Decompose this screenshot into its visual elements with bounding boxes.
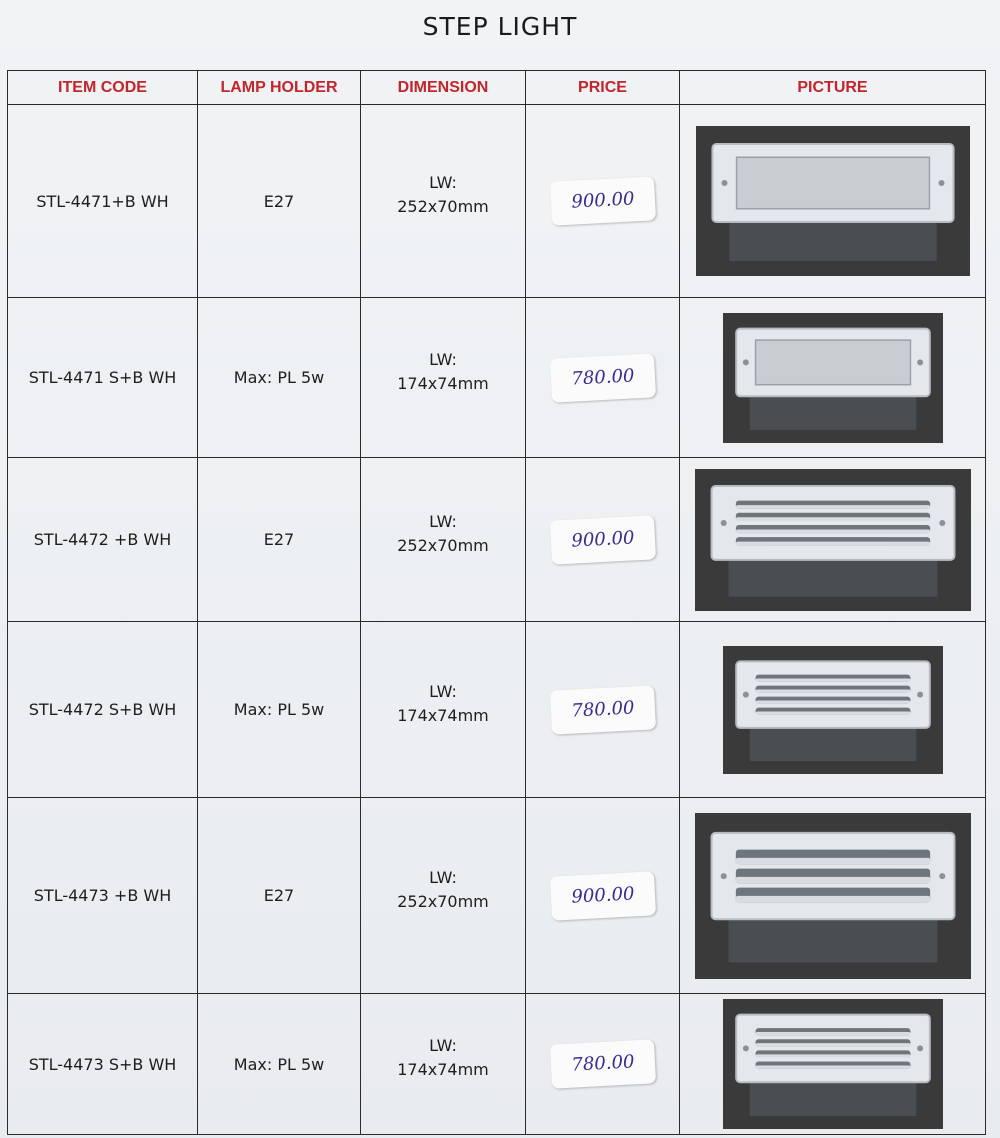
dimension-label: LW: xyxy=(429,867,457,887)
table-row xyxy=(8,622,986,798)
recessed-frosted-step-light-icon xyxy=(696,126,970,276)
header-item-code: ITEM CODE xyxy=(8,71,198,105)
price-tag: 900.00 xyxy=(549,176,655,225)
dimension-cell xyxy=(361,1034,525,1082)
dimension-label: LW: xyxy=(429,1036,457,1055)
louvered-step-light-small-icon xyxy=(723,999,943,1129)
header-dimension: DIMENSION xyxy=(361,71,526,105)
item-code-cell: STL-4473 S+B WH xyxy=(28,1054,177,1074)
header-price: PRICE xyxy=(526,71,680,105)
price-tag: 900.00 xyxy=(549,515,655,564)
table-row xyxy=(8,298,986,458)
price-table xyxy=(7,70,986,1135)
dimension-value: 252x70mm xyxy=(397,535,489,555)
product-photo xyxy=(680,646,985,774)
item-code-cell: STL-4471 S+B WH xyxy=(28,368,177,387)
lamp-holder-cell: Max: PL 5w xyxy=(233,368,325,387)
header-lamp-holder: LAMP HOLDER xyxy=(198,71,361,105)
dimension-value: 252x70mm xyxy=(397,197,489,216)
page-title: STEP LIGHT xyxy=(422,12,578,41)
price-tag: 780.00 xyxy=(549,353,655,402)
price-tag: 780.00 xyxy=(549,1039,655,1088)
dimension-cell xyxy=(361,510,525,558)
item-code-cell: STL-4471+B WH xyxy=(36,191,169,211)
table-row xyxy=(8,798,986,994)
price-tag: 780.00 xyxy=(549,685,655,734)
louvered-step-light-icon xyxy=(695,469,971,611)
dimension-value: 174x74mm xyxy=(397,373,489,393)
product-photo xyxy=(680,313,985,443)
three-louver-step-light-icon xyxy=(695,813,971,979)
lamp-holder-cell: Max: PL 5w xyxy=(233,700,325,719)
dimension-value: 174x74mm xyxy=(397,705,489,725)
dimension-cell xyxy=(361,680,525,728)
product-photo xyxy=(680,126,985,276)
lamp-holder-cell: E27 xyxy=(263,886,295,905)
dimension-cell xyxy=(361,171,525,219)
product-photo xyxy=(680,813,985,979)
louvered-step-light-small-icon xyxy=(723,646,943,774)
header-row xyxy=(8,71,986,105)
item-code-cell: STL-4472 S+B WH xyxy=(28,700,177,719)
item-code-cell: STL-4472 +B WH xyxy=(33,530,172,549)
product-photo xyxy=(680,469,985,611)
item-code-cell: STL-4473 +B WH xyxy=(33,886,172,905)
header-picture: PICTURE xyxy=(680,71,986,105)
table-row xyxy=(8,458,986,622)
dimension-cell xyxy=(361,348,525,396)
price-tag: 900.00 xyxy=(549,871,655,920)
lamp-holder-cell: E27 xyxy=(263,530,295,549)
dimension-label: LW: xyxy=(429,349,457,369)
dimension-cell xyxy=(361,866,525,914)
table-row xyxy=(8,994,986,1135)
dimension-label: LW: xyxy=(429,173,457,192)
table-row xyxy=(8,105,986,298)
recessed-frosted-step-light-small-icon xyxy=(723,313,943,443)
dimension-value: 174x74mm xyxy=(397,1060,489,1079)
dimension-label: LW: xyxy=(429,511,457,531)
dimension-value: 252x70mm xyxy=(397,891,489,911)
lamp-holder-cell: E27 xyxy=(263,191,295,211)
lamp-holder-cell: Max: PL 5w xyxy=(233,1054,325,1074)
product-photo xyxy=(680,999,985,1129)
dimension-label: LW: xyxy=(429,681,457,701)
